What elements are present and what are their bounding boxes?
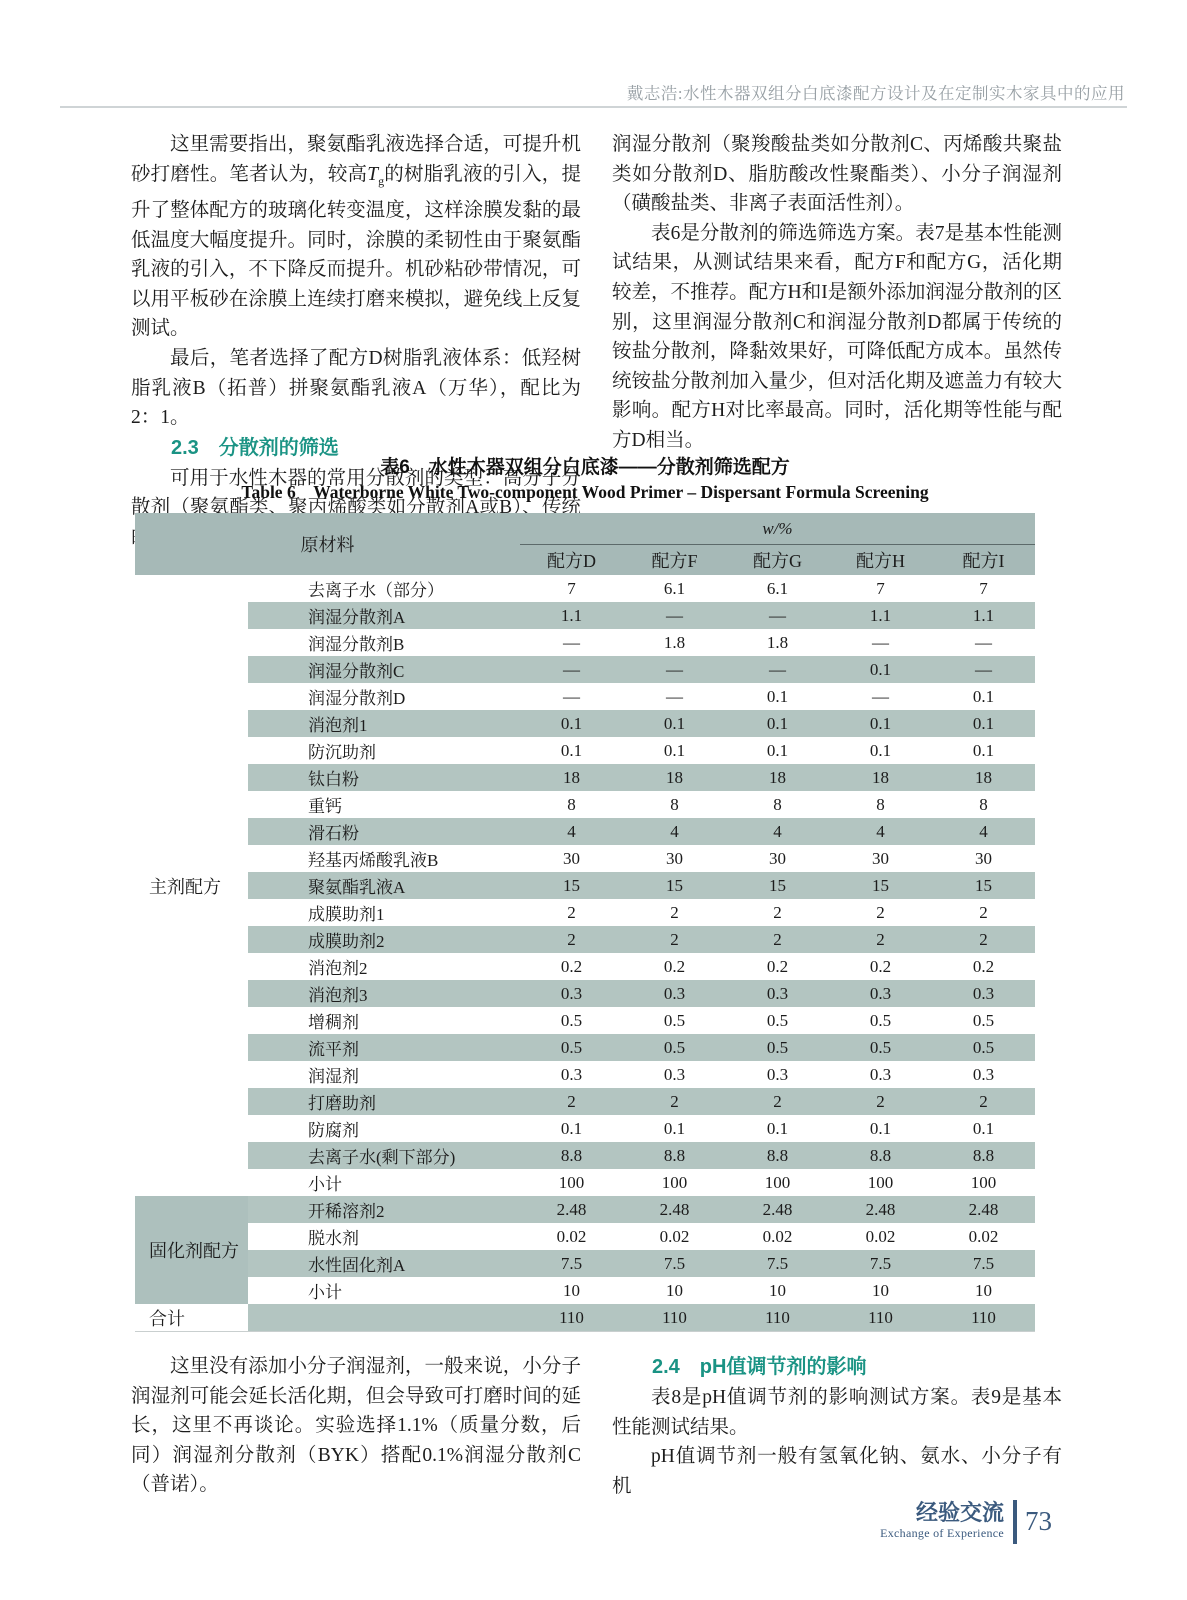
bottom-two-column-text [131,1352,1063,1501]
value-cell: 6.1 [766,578,789,598]
table-row [135,845,1035,872]
material-cell: 消泡剂3 [248,980,520,1007]
value-cell: 4 [932,818,1035,845]
value-cell: 1.1 [520,602,623,629]
column-header: 配方D [547,551,596,571]
value-cell: 0.1 [829,710,932,737]
material-cell: 打磨助剂 [248,1088,520,1115]
group-label-cell: 主剂配方 [135,575,248,1196]
paragraph: 润湿分散剂（聚羧酸盐类如分散剂C、丙烯酸共聚盐类如分散剂D、脂肪酸改性聚酯类）、小分子润湿剂（磺酸盐类、非离子表面活性剂）。 [612,134,1062,215]
value-cell: 30 [563,848,580,868]
value-cell: 0.5 [932,1034,1035,1061]
value-cell: 0.1 [972,1118,995,1138]
value-cell: 0.1 [766,686,789,706]
value-cell: 30 [975,848,992,868]
value-cell: 8 [567,794,576,814]
column-header: 配方H [856,551,905,571]
material-cell: 去离子水（部分） [308,581,444,600]
value-cell: 30 [769,848,786,868]
value-cell: 8 [670,794,679,814]
table-row [135,1250,1035,1277]
value-cell: 7 [979,578,988,598]
value-cell: — [623,656,726,683]
bottom-left-column [131,1352,581,1501]
table-row [135,1007,1035,1034]
value-cell: 8.8 [623,1142,726,1169]
value-cell: 2.48 [726,1196,829,1223]
table-row [135,980,1035,1007]
value-cell: 0.5 [766,1010,789,1030]
value-cell: 0.1 [663,740,686,760]
value-cell: 30 [666,848,683,868]
value-cell: 2 [567,902,576,922]
value-cell: 8 [876,794,885,814]
value-cell: 10 [872,1280,889,1300]
table-row [135,1034,1035,1061]
material-cell: 防腐剂 [308,1121,359,1140]
material-cell: 消泡剂1 [248,710,520,737]
value-cell: 0.1 [869,1118,892,1138]
bottom-right-column [612,1352,1062,1501]
table-row [135,1061,1035,1088]
value-cell: 110 [829,1304,932,1332]
material-cell: 润湿分散剂A [248,602,520,629]
value-cell: — [563,686,580,706]
unit-header: w/% [520,513,1035,545]
value-cell: 110 [932,1304,1035,1332]
value-cell: 7.5 [623,1250,726,1277]
table-row [135,1196,1035,1223]
value-cell: 7 [567,578,576,598]
table-row [135,899,1035,926]
value-cell: 0.3 [932,980,1035,1007]
value-cell: 2 [623,1088,726,1115]
value-cell: 2 [623,926,726,953]
value-cell: 15 [829,872,932,899]
table-row [135,1115,1035,1142]
value-cell: 2.48 [829,1196,932,1223]
value-cell: 7.5 [829,1250,932,1277]
table-row [135,1088,1035,1115]
table-row [135,1223,1035,1250]
value-cell: 2 [520,926,623,953]
value-cell: 0.5 [829,1034,932,1061]
value-cell: 100 [867,1172,894,1192]
value-cell: 8.8 [829,1142,932,1169]
table-row [135,818,1035,845]
column-header: 配方I [962,551,1005,571]
table-row [135,872,1035,899]
value-cell: 2 [773,902,782,922]
value-cell: 15 [520,872,623,899]
value-cell: 0.3 [829,980,932,1007]
value-cell: 0.5 [663,1010,686,1030]
value-cell: 110 [623,1304,726,1332]
footer-title-zh: 经验交流 [915,1500,1004,1525]
material-cell: 重钙 [308,797,342,816]
table-row [135,764,1035,791]
table-row [135,683,1035,710]
value-cell: — [623,602,726,629]
material-cell: 滑石粉 [248,818,520,845]
value-cell: 0.1 [932,710,1035,737]
value-cell: 7.5 [520,1250,623,1277]
material-cell: 润湿剂 [308,1067,359,1086]
value-cell: — [872,686,889,706]
value-cell: 0.2 [766,956,789,976]
material-cell: 润湿分散剂B [308,635,405,654]
value-cell: 110 [726,1304,829,1332]
value-cell: 8.8 [932,1142,1035,1169]
value-cell: 10 [666,1280,683,1300]
paragraph: 这里没有添加小分子润湿剂，一般来说，小分子润湿剂可能会延长活化期，但会导致可打磨时间的延长，这里不再谈论。实验选择1.1%（质量分数，后同）润湿剂分散剂（BYK）搭配0.1%润湿分散剂C（普诺）。 [131,1356,581,1496]
value-cell: — [563,632,580,652]
value-cell: 0.3 [663,1064,686,1084]
value-cell: — [726,656,829,683]
material-cell: 流平剂 [248,1034,520,1061]
material-cell: 润湿分散剂D [308,689,406,708]
value-cell: — [666,686,683,706]
value-cell: 0.2 [869,956,892,976]
table-row [135,1277,1035,1304]
value-cell: 18 [829,764,932,791]
paragraph: 可用于水性木器的常用分散剂的类型：高分子分散剂（聚氨酯类、聚丙烯酸类如分散剂A或B）、传统的 [131,467,581,549]
value-cell: 0.02 [556,1226,587,1246]
value-cell: — [932,656,1035,683]
value-cell: 100 [764,1172,791,1192]
table-row [135,1304,1035,1332]
table-row [135,656,1035,683]
value-cell: 1.8 [766,632,789,652]
value-cell: 0.5 [972,1010,995,1030]
value-cell: 100 [558,1172,585,1192]
footer-section-name [880,1500,1004,1540]
value-cell: 7.5 [726,1250,829,1277]
value-cell: 2.48 [623,1196,726,1223]
value-cell: 0.3 [623,980,726,1007]
material-cell: 去离子水(剩下部分) [248,1142,520,1169]
value-cell: 8.8 [726,1142,829,1169]
section-heading-2-4: 2.4 pH值调节剂的影响 [652,1356,867,1378]
table-row [135,1169,1035,1196]
value-cell: 4 [520,818,623,845]
table-caption-en: Table 6 Waterborne White Two-component Wood Primer – Dispersant Formula Screening [241,482,929,502]
value-cell: 0.1 [726,710,829,737]
value-cell: 2 [670,902,679,922]
footer-title-en: Exchange of Experience [880,1526,1004,1540]
running-head-rule [60,106,1127,108]
value-cell: 2 [932,926,1035,953]
value-cell: 15 [932,872,1035,899]
table-row [135,791,1035,818]
value-cell: 0.3 [766,1064,789,1084]
material-cell [248,1304,520,1332]
paragraph: pH值调节剂一般有氢氧化钠、氨水、小分子有机 [612,1446,1062,1497]
value-cell: 0.1 [520,710,623,737]
value-cell: 2 [726,1088,829,1115]
page-number: 73 [1025,1506,1052,1536]
value-cell: 2 [829,1088,932,1115]
value-cell: 10 [563,1280,580,1300]
value-cell: 100 [970,1172,997,1192]
material-cell: 钛白粉 [248,764,520,791]
value-cell: — [726,602,829,629]
value-cell: 8 [773,794,782,814]
value-cell: 0.3 [972,1064,995,1084]
value-cell: 15 [726,872,829,899]
table-row [135,602,1035,629]
table-row [135,953,1035,980]
value-cell: 0.1 [972,740,995,760]
material-cell: 消泡剂2 [308,959,368,978]
value-cell: 2.48 [520,1196,623,1223]
paragraph: 表8是pH值调节剂的影响测试方案。表9是基本性能测试结果。 [612,1387,1062,1438]
value-cell: 0.2 [560,956,583,976]
value-cell: 0.02 [659,1226,690,1246]
material-cell: 小计 [308,1175,342,1194]
value-cell: 18 [726,764,829,791]
running-head: 戴志浩:水性木器双组分白底漆配方设计及在定制实木家具中的应用 [626,84,1125,103]
table-caption-zh: 表6 水性木器双组分白底漆——分散剂筛选配方 [380,457,790,478]
table-row [135,575,1035,602]
footer-divider-bar [1013,1500,1017,1544]
value-cell: 2 [726,926,829,953]
material-cell: 润湿分散剂C [248,656,520,683]
material-cell: 成膜助剂2 [248,926,520,953]
material-cell: 成膜助剂1 [308,905,385,924]
value-cell: 8 [979,794,988,814]
value-cell: 0.1 [766,1118,789,1138]
material-cell: 开稀溶剂2 [248,1196,520,1223]
material-cell: 羟基丙烯酸乳液B [308,851,439,870]
value-cell: 0.1 [766,740,789,760]
value-cell: 0.02 [762,1226,793,1246]
formula-table-body [135,575,1035,1332]
value-cell: 0.2 [663,956,686,976]
value-cell: 2 [829,926,932,953]
value-cell: 4 [623,818,726,845]
table-row [135,629,1035,656]
value-cell: — [520,656,623,683]
value-cell: 0.5 [623,1034,726,1061]
value-cell: 30 [872,848,889,868]
value-cell: 0.3 [869,1064,892,1084]
table-row [135,1142,1035,1169]
value-cell: 18 [623,764,726,791]
value-cell: 6.1 [663,578,686,598]
value-cell: 0.3 [560,1064,583,1084]
value-cell: 0.3 [520,980,623,1007]
table-row [135,737,1035,764]
material-cell: 增稠剂 [308,1013,359,1032]
column-header: 配方F [651,551,698,571]
value-cell: 7 [876,578,885,598]
formula-table-header [135,513,1035,575]
tg-symbol: T [367,163,379,185]
value-cell: 18 [520,764,623,791]
value-cell: 0.02 [968,1226,999,1246]
value-cell: — [975,632,992,652]
value-cell: 4 [726,818,829,845]
value-cell: 4 [829,818,932,845]
value-cell: 10 [769,1280,786,1300]
paragraph: 这里需要指出，聚氨酯乳液选择合适，可提升机砂打磨性。笔者认为，较高$T_g$的树脂乳液的引入，提升了整体配方的玻璃化转变温度，这样涂膜发黏的最低温度大幅度提升。同时，涂膜的柔韧性由于聚氨酯乳液的引入，不下降反而提升。机砂粘砂带情况，可以用平板砂在涂膜上连续打磨来模拟，避免线上反复测试。 [131,134,581,340]
value-cell: 0.1 [972,686,995,706]
value-cell: 0.02 [865,1226,896,1246]
value-cell: 0.1 [663,1118,686,1138]
value-cell: 1.8 [663,632,686,652]
table-row [135,710,1035,737]
value-cell: 0.5 [560,1010,583,1030]
value-cell: 15 [623,872,726,899]
value-cell: 10 [975,1280,992,1300]
value-cell: 2 [979,902,988,922]
column-header: 配方G [753,551,802,571]
value-cell: 1.1 [829,602,932,629]
value-cell: 0.2 [972,956,995,976]
value-cell: 2 [520,1088,623,1115]
value-cell: 0.5 [520,1034,623,1061]
paragraph: 表6是分散剂的筛选筛选方案。表7是基本性能测试结果，从测试结果来看，配方F和配方G，活化期较差，不推荐。配方H和I是额外添加润湿分散剂的区别，这里润湿分散剂C和润湿分散剂D都属于传统的铵盐分散剂，降黏效果好，可降低配方成本。虽然传统铵盐分散剂加入量少，但对活化期及遮盖力有较大影响。配方H对比率最高。同时，活化期等性能与配方D相当。 [612,222,1062,451]
page-footer [880,1500,1052,1544]
raw-material-header: 原材料 [300,535,355,555]
table-row [135,926,1035,953]
value-cell: 0.1 [869,740,892,760]
value-cell: 0.3 [726,980,829,1007]
material-cell: 脱水剂 [308,1229,359,1248]
formula-table [135,513,1035,1332]
paragraph: 最后，笔者选择了配方D树脂乳液体系：低羟树脂乳液B（拓普）拼聚氨酯乳液A（万华），配比为2：1。 [131,348,581,429]
value-cell: 110 [520,1304,623,1332]
material-cell: 小计 [308,1283,342,1302]
value-cell: 8.8 [520,1142,623,1169]
value-cell: 0.5 [726,1034,829,1061]
group-label-cell: 固化剂配方 [135,1196,248,1304]
material-cell: 水性固化剂A [248,1250,520,1277]
value-cell: 2 [932,1088,1035,1115]
material-cell: 防沉助剂 [308,743,376,762]
value-cell: 2 [876,902,885,922]
value-cell: 0.1 [623,710,726,737]
value-cell: — [872,632,889,652]
value-cell: 0.1 [560,740,583,760]
value-cell: 0.1 [829,656,932,683]
value-cell: 2.48 [932,1196,1035,1223]
value-cell: 18 [932,764,1035,791]
value-cell: 0.5 [869,1010,892,1030]
section-heading-2-3: 2.3 分散剂的筛选 [171,436,339,459]
material-cell: 聚氨酯乳液A [248,872,520,899]
group-label-cell: 合计 [135,1304,248,1332]
value-cell: 7.5 [932,1250,1035,1277]
value-cell: 1.1 [932,602,1035,629]
value-cell: 100 [661,1172,688,1192]
value-cell: 0.1 [560,1118,583,1138]
